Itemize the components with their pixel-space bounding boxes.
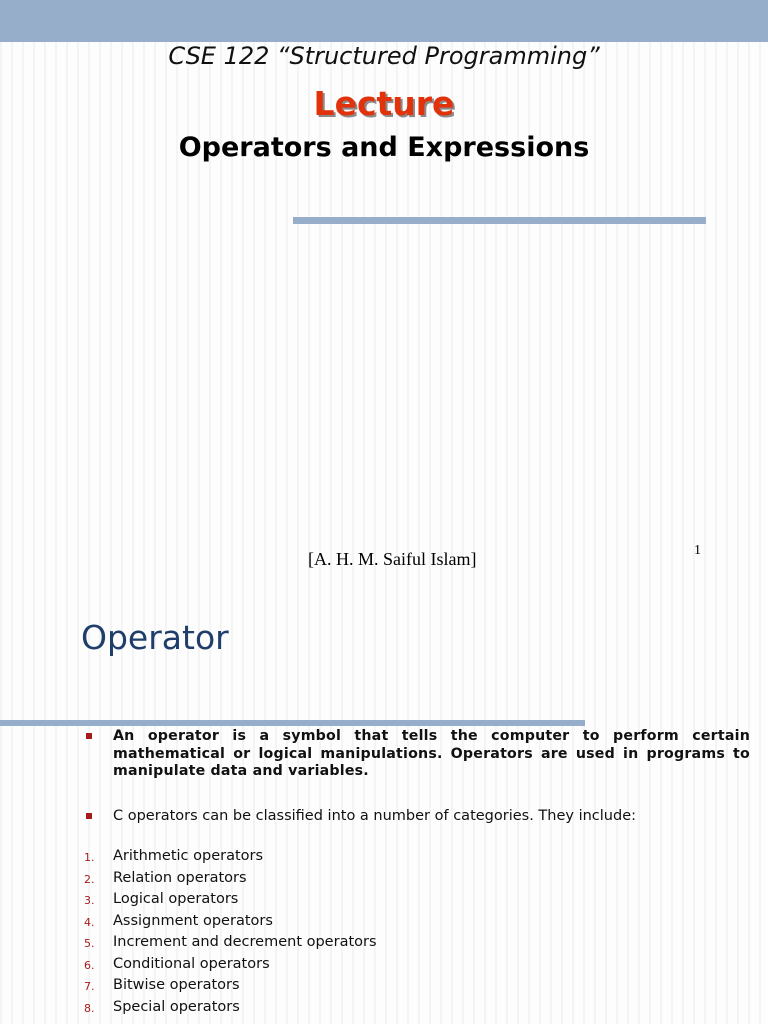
header-band bbox=[0, 0, 768, 42]
list-number: 2. bbox=[84, 872, 95, 886]
list-number: 3. bbox=[84, 894, 95, 907]
list-label: Assignment operators bbox=[113, 912, 273, 929]
slide-heading: Operator bbox=[81, 618, 229, 657]
slide-2 bbox=[0, 576, 768, 1024]
list-item bbox=[0, 913, 768, 933]
heading-divider bbox=[0, 720, 585, 726]
list-number: 6. bbox=[84, 958, 95, 972]
list-item bbox=[0, 934, 768, 954]
title-divider bbox=[293, 217, 706, 224]
bullet-square-icon bbox=[86, 813, 92, 819]
list-label: Arithmetic operators bbox=[113, 848, 264, 864]
list-item bbox=[0, 848, 768, 868]
page-number: 1 bbox=[694, 543, 701, 558]
list-label: Bitwise operators bbox=[113, 977, 240, 993]
list-label: Special operators bbox=[113, 998, 240, 1015]
list-label: Relation operators bbox=[113, 869, 247, 886]
categories-intro: C operators can be classified into a number of categories. They include: bbox=[113, 808, 637, 824]
operator-definition bbox=[113, 728, 750, 781]
list-label: Increment and decrement operators bbox=[113, 934, 377, 950]
lecture-label: Lecture bbox=[313, 84, 455, 123]
list-number: 8. bbox=[84, 1001, 95, 1015]
list-number: 7. bbox=[84, 980, 95, 993]
list-item bbox=[0, 999, 768, 1019]
list-item bbox=[0, 870, 768, 890]
course-title: CSE 122 “Structured Programming” bbox=[168, 42, 600, 70]
list-number: 4. bbox=[84, 915, 95, 929]
definition-line: manipulate data and variables. bbox=[113, 763, 369, 779]
author-name: [A. H. M. Saiful Islam] bbox=[308, 549, 477, 569]
list-label: Conditional operators bbox=[113, 955, 270, 972]
list-item bbox=[0, 956, 768, 976]
list-number: 5. bbox=[84, 937, 95, 950]
lecture-subtitle: Operators and Expressions bbox=[178, 132, 590, 163]
list-number: 1. bbox=[84, 851, 95, 864]
list-item bbox=[0, 891, 768, 911]
bullet-square-icon bbox=[86, 733, 92, 739]
list-label: Logical operators bbox=[113, 891, 239, 907]
definition-line: An operator is a symbol that tells the computer to perform certain bbox=[113, 728, 750, 744]
definition-line: mathematical or logical manipulations. Operators are used in programs to bbox=[113, 745, 750, 762]
list-item bbox=[0, 977, 768, 997]
